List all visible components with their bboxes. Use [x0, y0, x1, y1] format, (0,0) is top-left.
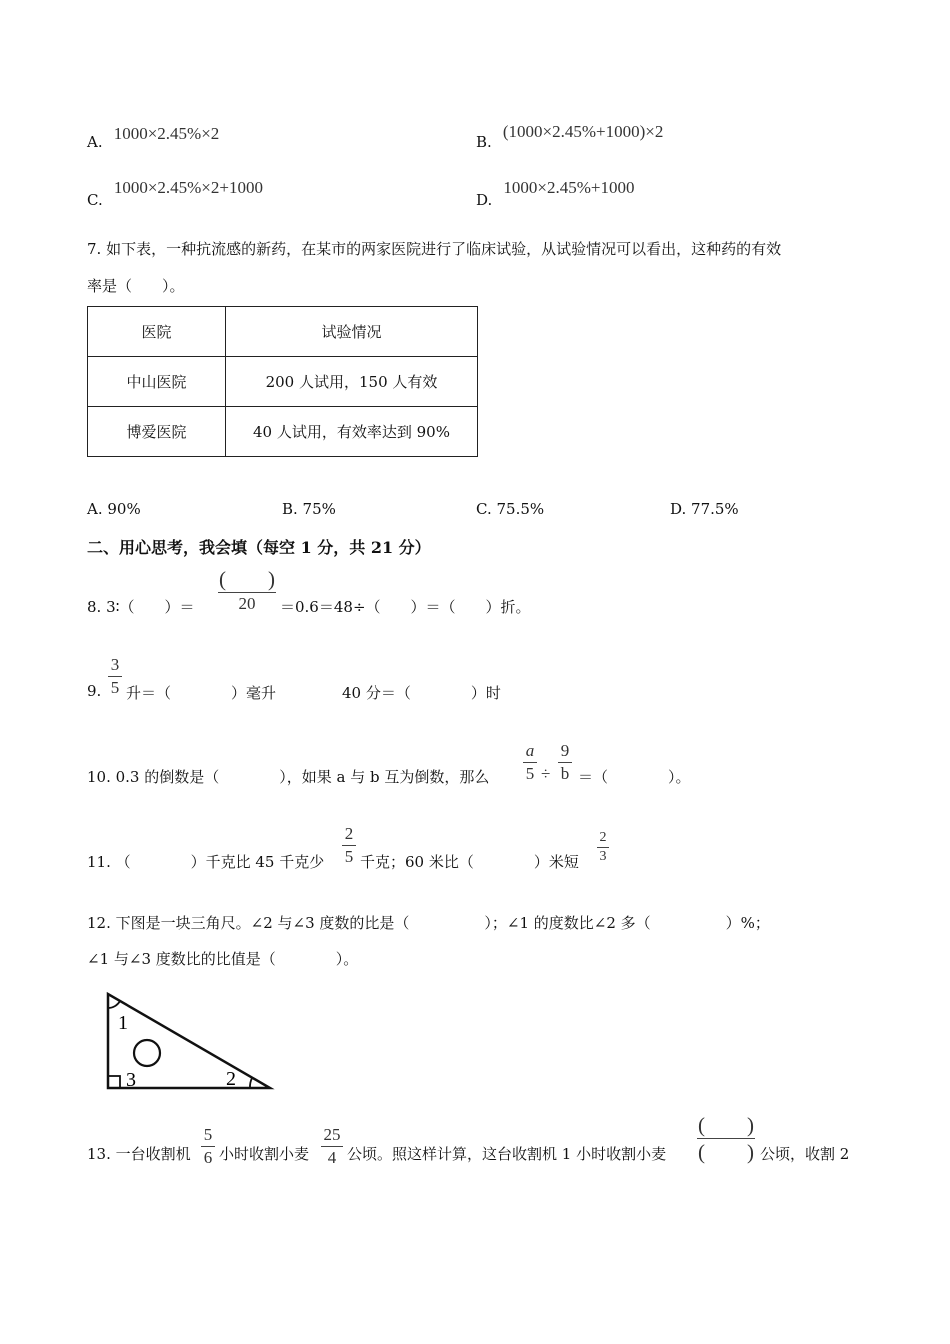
q10-text2: ＝（ ）。	[578, 768, 691, 786]
fraction-denominator[interactable]: ( )	[698, 1140, 754, 1164]
table-header: 试验情况	[226, 307, 478, 357]
fraction-denominator: 4	[327, 1148, 337, 1167]
option-label: D.	[476, 191, 493, 209]
fraction-bar	[523, 762, 537, 763]
q9-text2: 40 分＝（ ）时	[342, 684, 501, 702]
section-title: 二、用心思考，我会填（每空 1 分，共 21 分）	[87, 538, 431, 557]
table-cell: 40 人试用，有效率达到 90%	[226, 407, 478, 457]
fraction-numerator[interactable]: ( )	[698, 1113, 754, 1137]
q11-text2: 千克；60 米比（ ）米短	[360, 853, 579, 871]
q7-option-b[interactable]: B. 75%	[282, 500, 336, 518]
q8-prefix: 8. 3∶（ ）＝	[87, 598, 195, 616]
right-angle-mark	[108, 1076, 120, 1088]
division-sign: ÷	[541, 764, 551, 783]
table-cell: 200 人试用，150 人有效	[226, 357, 478, 407]
fraction-numerator: 2	[599, 830, 607, 845]
q7-option-c[interactable]: C. 75.5%	[476, 500, 545, 518]
table-cell: 博爱医院	[88, 407, 226, 457]
fraction-numerator: 3	[110, 655, 120, 674]
angle-3-label: 3	[126, 1069, 136, 1091]
fraction-numerator[interactable]: ( )	[219, 567, 275, 591]
q10-fraction-b	[558, 741, 572, 784]
table-header-row	[88, 307, 478, 357]
option-expr: 1000×2.45%×2	[113, 124, 220, 143]
angle-1-label: 1	[118, 1012, 128, 1034]
fraction-bar	[597, 847, 609, 848]
option-expr: 1000×2.45%×2+1000	[113, 178, 263, 197]
table-cell: 中山医院	[88, 357, 226, 407]
q6-option-a[interactable]	[87, 124, 220, 152]
fraction-numerator: 2	[344, 824, 354, 843]
q7-line2: 率是（ ）。	[87, 277, 185, 295]
table-row	[88, 407, 478, 457]
q11-fraction-2	[597, 830, 609, 865]
fraction-numerator: 25	[323, 1125, 341, 1144]
fraction-bar	[201, 1146, 215, 1147]
q7-option-a[interactable]: A. 90%	[87, 500, 141, 518]
q6-option-c[interactable]	[87, 178, 263, 210]
table-row	[88, 357, 478, 407]
fraction-denominator: 5	[525, 764, 535, 783]
fraction-denominator: 5	[344, 847, 354, 866]
fraction-denominator: 6	[203, 1148, 213, 1167]
fraction-numerator: 5	[203, 1125, 213, 1144]
q12-line2: ∠1 与∠3 度数比的比值是（ ）。	[87, 950, 359, 968]
q13-text3: 公顷。照这样计算，这台收割机 1 小时收割小麦	[347, 1145, 667, 1163]
fraction-numerator: a	[525, 741, 535, 760]
angle-2-label: 2	[226, 1068, 236, 1090]
fraction-bar	[218, 592, 276, 593]
fraction-denominator: 20	[238, 594, 256, 613]
fraction-bar	[321, 1146, 343, 1147]
option-label: A.	[87, 133, 103, 151]
fraction-bar	[558, 762, 572, 763]
q6-option-d[interactable]	[476, 178, 635, 210]
hospital-table	[87, 306, 478, 457]
q13-text2: 小时收割小麦	[219, 1145, 310, 1163]
angle-2-arc	[250, 1078, 252, 1088]
q13-text4: 公顷，收割 2	[760, 1145, 850, 1163]
q12-line1: 12. 下图是一块三角尺。∠2 与∠3 度数的比是（ ）；∠1 的度数比∠2 多（ ）%；	[87, 914, 770, 932]
fraction-numerator: 9	[560, 741, 570, 760]
ruler-hole	[134, 1040, 160, 1066]
q10-fraction-a	[523, 741, 537, 784]
q13-fraction-3	[697, 1113, 755, 1164]
q9-number: 9.	[87, 682, 102, 700]
fraction-bar	[108, 676, 122, 677]
option-expr: 1000×2.45%+1000	[503, 178, 635, 197]
fraction-bar	[342, 845, 356, 846]
option-label: C.	[87, 191, 103, 209]
q13-text1: 13. 一台收割机	[87, 1145, 191, 1163]
q7-line1: 7. 如下表，一种抗流感的新药，在某市的两家医院进行了临床试验，从试验情况可以看出，这种药的有效	[87, 240, 782, 258]
q7-option-d[interactable]: D. 77.5%	[670, 500, 739, 518]
q13-fraction-1	[201, 1125, 215, 1168]
q11-fraction-1	[342, 824, 356, 867]
table-header: 医院	[88, 307, 226, 357]
fraction-denominator: 3	[599, 849, 607, 864]
q8-suffix: ＝0.6＝48÷（ ）＝（ ）折。	[280, 598, 531, 616]
triangle-ruler-figure	[100, 990, 280, 1095]
q9-fraction	[108, 655, 122, 698]
fraction-denominator: b	[560, 764, 570, 783]
fraction-bar	[697, 1138, 755, 1139]
fraction-denominator: 5	[110, 678, 120, 697]
q8-fraction	[218, 567, 276, 614]
angle-1-arc	[108, 1001, 120, 1008]
q11-text1: 11. （ ）千克比 45 千克少	[87, 853, 325, 871]
option-expr: (1000×2.45%+1000)×2	[502, 122, 664, 141]
q9-text1: 升＝（ ）毫升	[126, 684, 277, 702]
q6-option-b[interactable]	[476, 122, 664, 152]
q10-text1: 10. 0.3 的倒数是（ ），如果 a 与 b 互为倒数，那么	[87, 768, 490, 786]
option-label: B.	[476, 133, 492, 151]
q13-fraction-2	[321, 1125, 343, 1168]
